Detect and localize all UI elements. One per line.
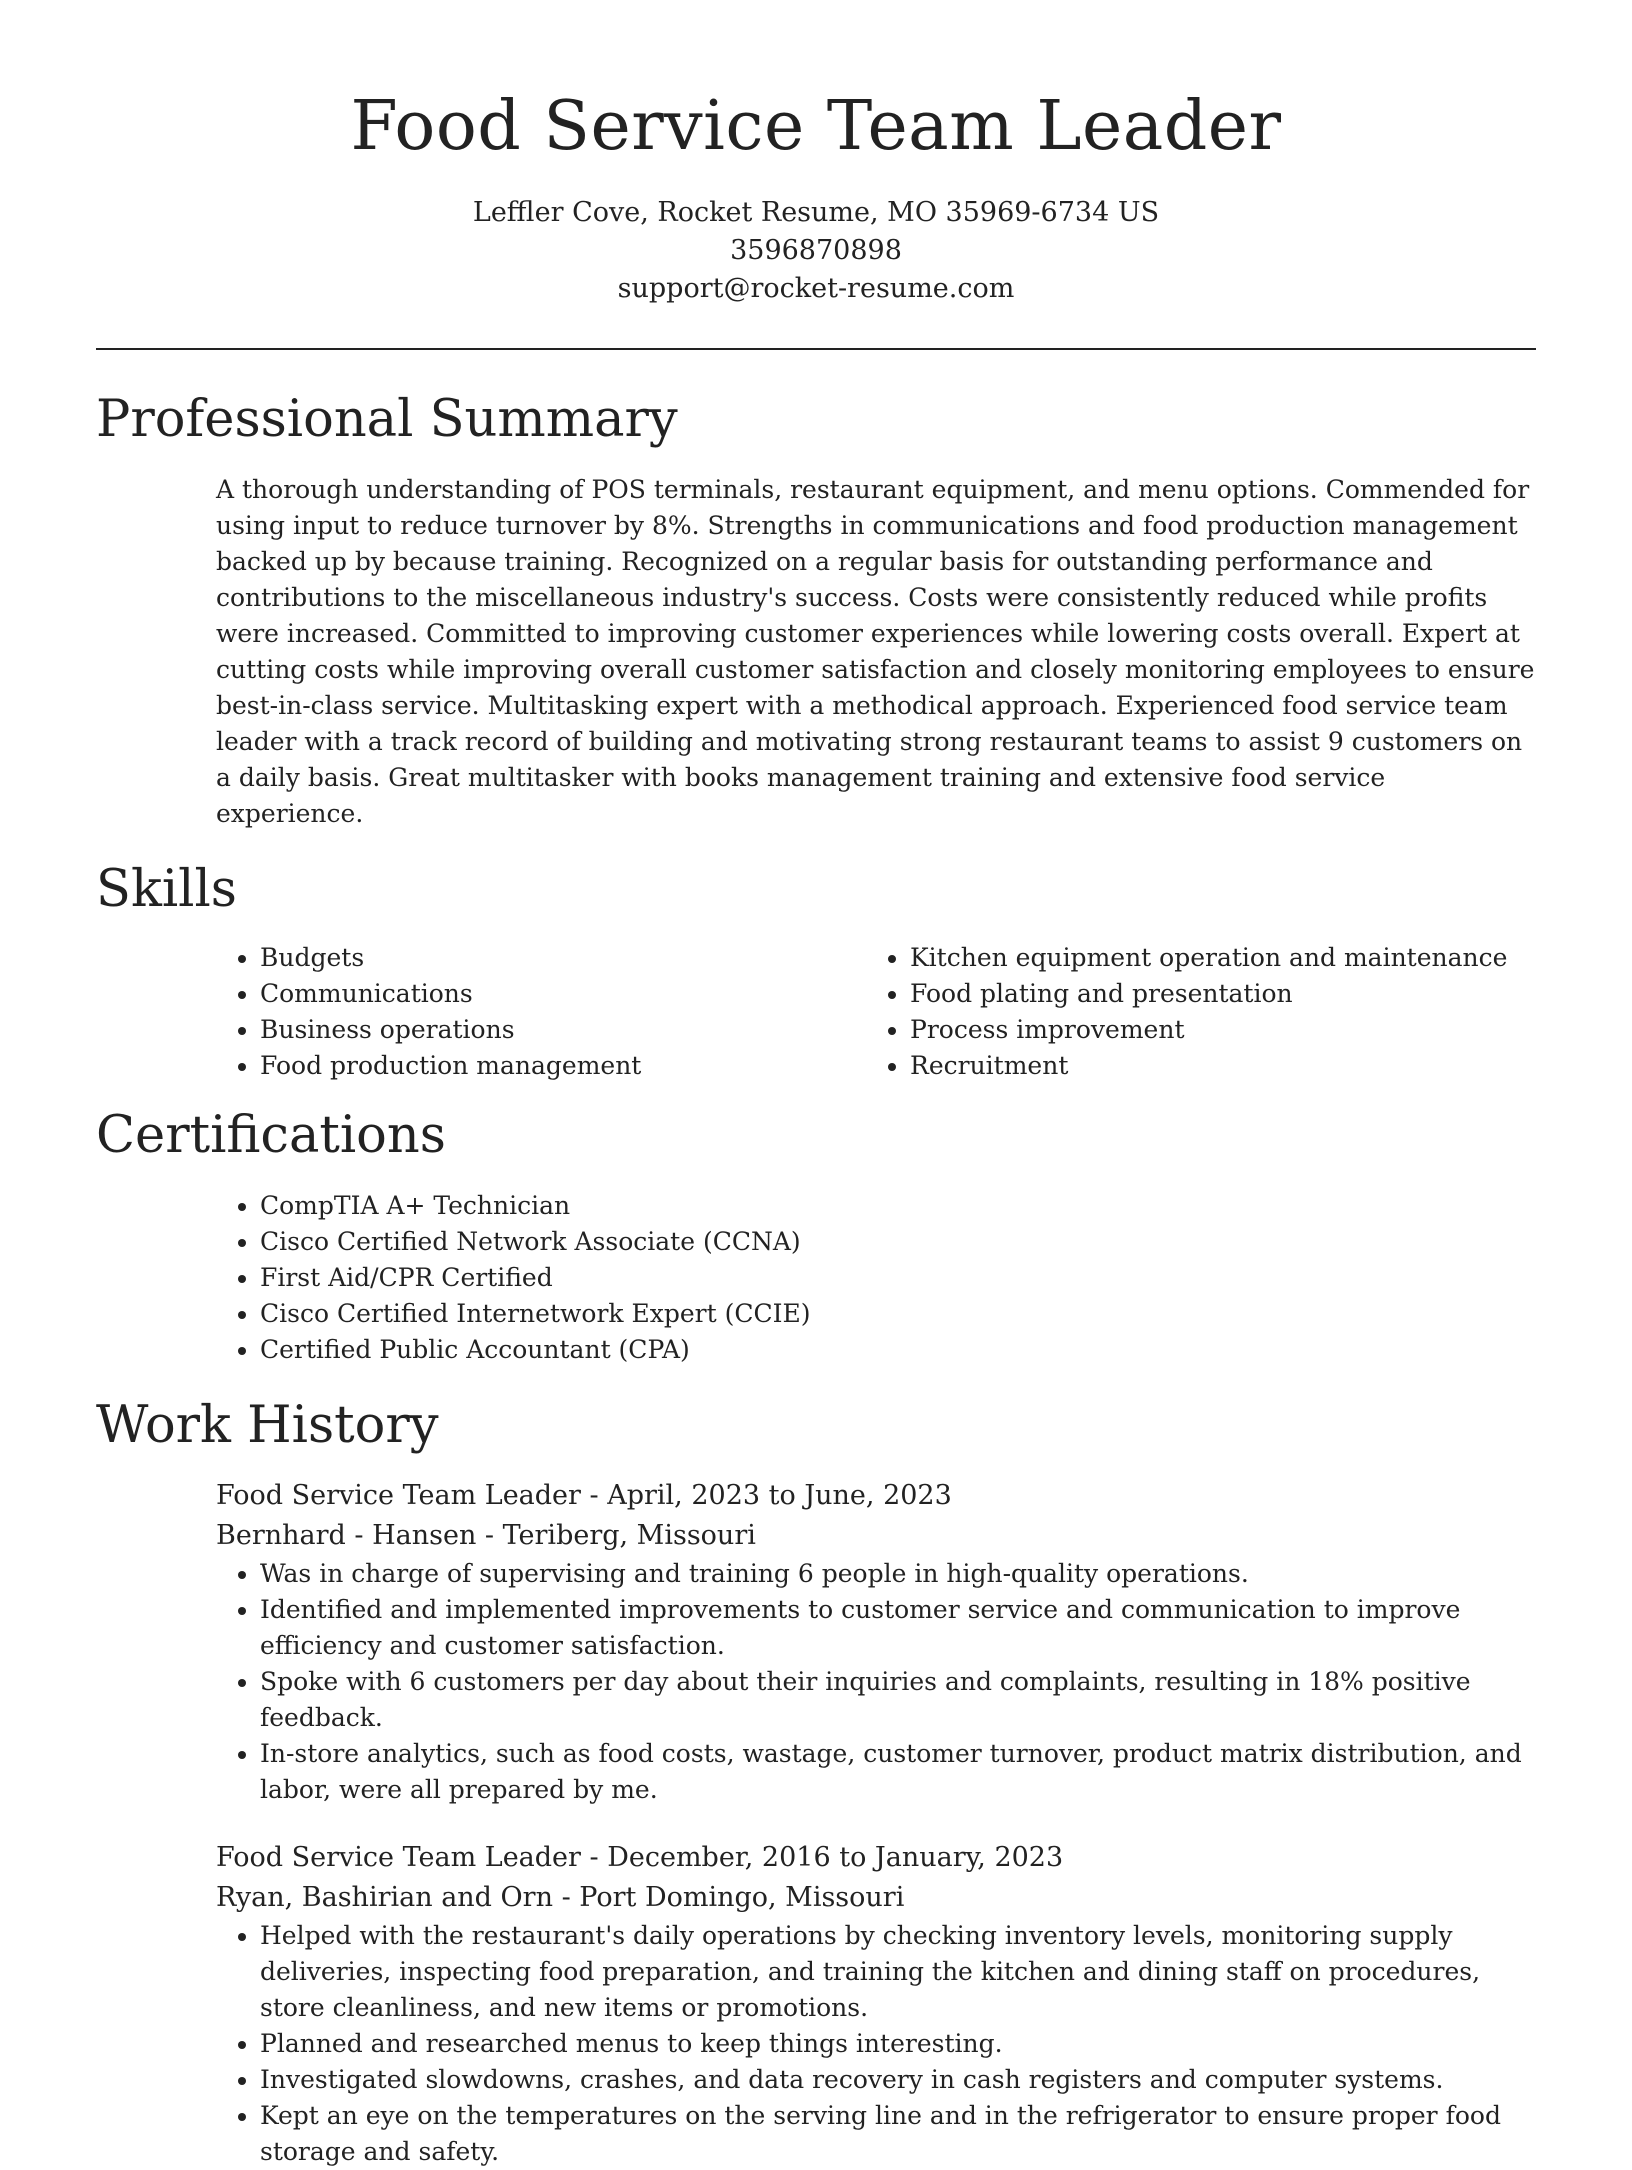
summary-text: A thorough understanding of POS terminals, restaurant equipment, and menu options. Commended for using input to reduce turnover by 8%. Strengths in communications and food production management backed up by because training. Recognized on a regular basis for outstanding performance and contributions to the miscellaneous industry's success. Costs were consistently reduced while profits were increased. Committed to improving customer experiences while lowering costs overall. Expert at cutting costs while improving overall customer satisfaction and closely monitoring employees to ensure best-in-class service. Multitasking expert with a methodical approach. Experienced food service team leader with a track record of building and motivating strong restaurant teams to assist 9 customers on a daily basis. Great multitasker with books management training and extensive food service experience. (216, 475, 1535, 828)
job-employer: Bernhard - Hansen (216, 1520, 477, 1551)
job-bullets (216, 1918, 1536, 2170)
section-heading-skills: Skills (96, 860, 237, 919)
job-bullets (216, 1556, 1536, 1808)
job-title-line (216, 1838, 1536, 1878)
header-divider (96, 348, 1536, 350)
job-employer-line (216, 1878, 1536, 1918)
contact-address: Leffler Cove, Rocket Resume, MO 35969-6734 US (472, 197, 1160, 228)
certification-item: • CompTIA A+ Technician (260, 1188, 1536, 1224)
job-location: - Teriberg, Missouri (476, 1520, 756, 1551)
job-employer-line (216, 1516, 1536, 1556)
job-title-line (216, 1476, 1536, 1516)
skill-item: • Recruitment (910, 1048, 1516, 1084)
section-heading-work-history: Work History (96, 1396, 439, 1455)
skill-item: • Food plating and presentation (910, 976, 1516, 1012)
job-bullet: • Was in charge of supervising and training 6 people in high-quality operations. (260, 1556, 1536, 1592)
skills-column-right (866, 940, 1516, 1084)
job-bullet: • Helped with the restaurant's daily operations by checking inventory levels, monitoring supply deliveries, inspecting food preparation, and training the kitchen and dining staff on procedures, store cleanliness, and new items or promotions. (260, 1918, 1536, 2026)
job-bullet: • Identified and implemented improvements to customer service and communication to improve efficiency and customer satisfaction. (260, 1592, 1536, 1664)
job-location: - Port Domingo, Missouri (552, 1882, 905, 1913)
job-dates: - December, 2016 to January, 2023 (580, 1842, 1064, 1873)
skills-grid (216, 940, 1536, 1084)
certifications-block (216, 1188, 1536, 1368)
section-heading-certifications: Certifications (96, 1106, 446, 1165)
skill-item: • Communications (260, 976, 866, 1012)
job-bullet: • Kept an eye on the temperatures on the serving line and in the refrigerator to ensure proper food storage and safety. (260, 2098, 1536, 2170)
job-bullet: • In-store analytics, such as food costs, wastage, customer turnover, product matrix distribution, and labor, were all prepared by me. (260, 1736, 1536, 1808)
job-title: Food Service Team Leader (216, 1842, 581, 1873)
contact-email: support@rocket-resume.com (617, 273, 1015, 304)
skill-item: • Budgets (260, 940, 866, 976)
certification-item: • Cisco Certified Internetwork Expert (CCIE) (260, 1296, 1536, 1332)
skills-list-right (866, 940, 1516, 1084)
skill-item: • Process improvement (910, 1012, 1516, 1048)
job-bullet: • Spoke with 6 customers per day about their inquiries and complaints, resulting in 18% positive feedback. (260, 1664, 1536, 1736)
skill-item: • Food production management (260, 1048, 866, 1084)
job-entry (216, 1476, 1536, 1808)
section-heading-summary: Professional Summary (96, 390, 678, 449)
certification-item: • First Aid/CPR Certified (260, 1260, 1536, 1296)
skill-item: • Kitchen equipment operation and maintenance (910, 940, 1516, 976)
job-bullet: • Planned and researched menus to keep things interesting. (260, 2026, 1536, 2062)
job-entry (216, 1838, 1536, 2170)
resume-title: Food Service Team Leader (350, 87, 1282, 166)
job-title: Food Service Team Leader (216, 1480, 581, 1511)
certification-item: • Cisco Certified Network Associate (CCNA) (260, 1224, 1536, 1260)
certifications-list (216, 1188, 1536, 1368)
skills-list-left (216, 940, 866, 1084)
certification-item: • Certified Public Accountant (CPA) (260, 1332, 1536, 1368)
job-dates: - April, 2023 to June, 2023 (580, 1480, 952, 1511)
skills-column-left (216, 940, 866, 1084)
contact-block (96, 194, 1536, 308)
contact-phone: 3596870898 (730, 235, 902, 266)
job-employer: Ryan, Bashirian and Orn (216, 1882, 553, 1913)
resume-page (96, 0, 1536, 2170)
job-bullet: • Investigated slowdowns, crashes, and data recovery in cash registers and computer systems. (260, 2062, 1536, 2098)
skill-item: • Business operations (260, 1012, 866, 1048)
